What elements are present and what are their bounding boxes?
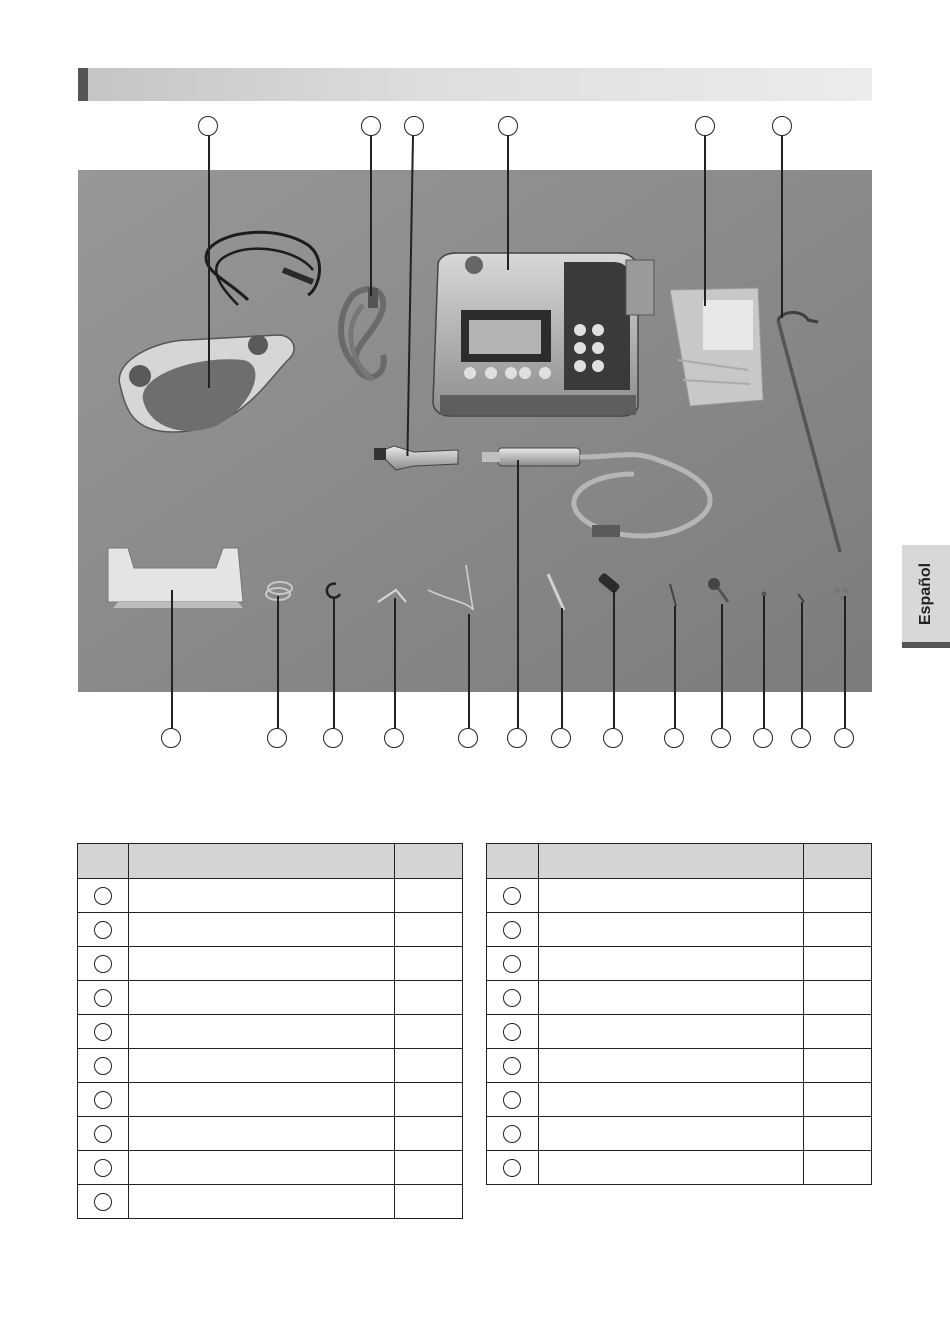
header-description <box>128 844 394 879</box>
header-no <box>487 844 539 879</box>
row-qty <box>804 913 872 947</box>
row-qty <box>395 913 463 947</box>
leader-line-bottom-1 <box>171 590 173 728</box>
callout-circle-top-4 <box>498 116 518 136</box>
row-description <box>128 1185 394 1219</box>
table-row <box>78 1117 463 1151</box>
leader-line-bottom-10 <box>721 604 723 728</box>
row-description <box>538 1151 803 1185</box>
leader-line-bottom-11 <box>763 596 765 728</box>
header-qty <box>804 844 872 879</box>
callout-circle-bottom-12 <box>791 728 811 748</box>
table-row <box>78 981 463 1015</box>
leader-line-bottom-3 <box>333 598 335 728</box>
row-number-cell <box>487 913 539 947</box>
row-description <box>538 913 803 947</box>
table-row <box>78 947 463 981</box>
row-qty <box>804 1151 872 1185</box>
header-accent <box>78 68 88 101</box>
table-row <box>487 1117 872 1151</box>
number-circle-icon <box>503 1125 521 1143</box>
row-description <box>538 879 803 913</box>
row-description <box>128 1117 394 1151</box>
row-description <box>128 1049 394 1083</box>
number-circle-icon <box>503 1057 521 1075</box>
number-circle-icon <box>94 1091 112 1109</box>
row-number-cell <box>487 1049 539 1083</box>
number-circle-icon <box>94 1057 112 1075</box>
callout-circle-bottom-11 <box>753 728 773 748</box>
row-qty <box>804 1117 872 1151</box>
number-circle-icon <box>94 955 112 973</box>
row-description <box>538 1117 803 1151</box>
control-unit-icon <box>433 253 654 416</box>
number-circle-icon <box>94 887 112 905</box>
product-photo-svg <box>78 170 872 692</box>
row-number-cell <box>78 1083 129 1117</box>
number-circle-icon <box>503 921 521 939</box>
row-qty <box>395 947 463 981</box>
callout-circle-top-6 <box>772 116 792 136</box>
row-description <box>128 947 394 981</box>
callout-circle-bottom-3 <box>323 728 343 748</box>
row-number-cell <box>487 947 539 981</box>
callout-circle-bottom-7 <box>551 728 571 748</box>
leader-line-top-2 <box>370 136 372 296</box>
row-number-cell <box>78 1015 129 1049</box>
row-number-cell <box>487 1151 539 1185</box>
leader-line-bottom-12 <box>801 602 803 728</box>
table-row <box>487 1151 872 1185</box>
number-circle-icon <box>503 989 521 1007</box>
row-description <box>128 981 394 1015</box>
header-qty <box>395 844 463 879</box>
row-description <box>538 1049 803 1083</box>
callout-circle-bottom-10 <box>711 728 731 748</box>
table-row <box>78 879 463 913</box>
table-row <box>487 913 872 947</box>
number-circle-icon <box>503 1159 521 1177</box>
row-description <box>538 1015 803 1049</box>
row-description <box>128 1015 394 1049</box>
leader-line-top-1 <box>208 136 210 388</box>
leader-line-bottom-5 <box>468 614 470 728</box>
row-qty <box>395 1117 463 1151</box>
callout-circle-bottom-2 <box>267 728 287 748</box>
row-number-cell <box>78 879 129 913</box>
row-description <box>128 879 394 913</box>
table-row <box>78 1015 463 1049</box>
table-row <box>487 1083 872 1117</box>
row-qty <box>804 1049 872 1083</box>
leader-line-bottom-13 <box>844 596 846 728</box>
callout-circle-top-1 <box>198 116 218 136</box>
callout-circle-bottom-5 <box>458 728 478 748</box>
row-qty <box>804 1083 872 1117</box>
number-circle-icon <box>94 1125 112 1143</box>
number-circle-icon <box>503 955 521 973</box>
section-header-bar <box>78 68 872 101</box>
row-description <box>128 913 394 947</box>
row-qty <box>804 981 872 1015</box>
row-description <box>538 1083 803 1117</box>
row-number-cell <box>78 981 129 1015</box>
leader-line-top-4 <box>507 136 509 270</box>
leader-line-bottom-9 <box>674 606 676 728</box>
table-row <box>78 1049 463 1083</box>
leader-line-bottom-7 <box>561 608 563 728</box>
row-number-cell <box>78 1049 129 1083</box>
parts-table-right <box>486 843 872 1185</box>
callout-circle-bottom-6 <box>507 728 527 748</box>
callout-circle-top-2 <box>361 116 381 136</box>
row-number-cell <box>78 1117 129 1151</box>
callout-circle-top-5 <box>695 116 715 136</box>
table-row <box>78 1083 463 1117</box>
table-row <box>78 913 463 947</box>
parts-table-left <box>77 843 463 1219</box>
number-circle-icon <box>94 1159 112 1177</box>
row-qty <box>804 879 872 913</box>
row-qty <box>804 1015 872 1049</box>
row-number-cell <box>487 981 539 1015</box>
row-description <box>128 1083 394 1117</box>
row-qty <box>395 1151 463 1185</box>
callout-circle-bottom-1 <box>161 728 181 748</box>
row-number-cell <box>78 1151 129 1185</box>
row-description <box>128 1151 394 1185</box>
number-circle-icon <box>503 1091 521 1109</box>
header-description <box>538 844 803 879</box>
leader-line-top-5 <box>704 136 706 306</box>
product-photo <box>78 170 872 692</box>
number-circle-icon <box>94 921 112 939</box>
row-qty <box>395 981 463 1015</box>
number-circle-icon <box>94 1193 112 1211</box>
leader-line-bottom-2 <box>277 596 279 728</box>
table-row <box>78 1185 463 1219</box>
row-description <box>538 981 803 1015</box>
table-row <box>487 1049 872 1083</box>
number-circle-icon <box>503 1023 521 1041</box>
table-row <box>487 981 872 1015</box>
leader-line-top-6 <box>781 136 783 318</box>
row-number-cell <box>487 1083 539 1117</box>
row-number-cell <box>487 879 539 913</box>
leader-line-bottom-6 <box>517 460 519 728</box>
table-row <box>487 879 872 913</box>
row-qty <box>395 1049 463 1083</box>
header-no <box>78 844 129 879</box>
row-number-cell <box>78 913 129 947</box>
table-row <box>487 947 872 981</box>
row-qty <box>395 1083 463 1117</box>
row-qty <box>395 1015 463 1049</box>
language-tab-label: Español <box>917 562 934 625</box>
row-qty <box>395 879 463 913</box>
row-number-cell <box>78 1185 129 1219</box>
table-header-row <box>487 844 872 879</box>
row-number-cell <box>487 1117 539 1151</box>
callout-circle-bottom-8 <box>603 728 623 748</box>
number-circle-icon <box>94 1023 112 1041</box>
callout-circle-bottom-13 <box>834 728 854 748</box>
table-row <box>487 1015 872 1049</box>
table-header-row <box>78 844 463 879</box>
number-circle-icon <box>503 887 521 905</box>
row-description <box>538 947 803 981</box>
callout-circle-bottom-4 <box>384 728 404 748</box>
language-tab <box>902 545 950 648</box>
row-number-cell <box>78 947 129 981</box>
row-qty <box>395 1185 463 1219</box>
leader-line-bottom-8 <box>613 590 615 728</box>
row-qty <box>804 947 872 981</box>
leader-line-bottom-4 <box>394 598 396 728</box>
callout-circle-bottom-9 <box>664 728 684 748</box>
callout-circle-top-3 <box>404 116 424 136</box>
row-number-cell <box>487 1015 539 1049</box>
number-circle-icon <box>94 989 112 1007</box>
table-row <box>78 1151 463 1185</box>
